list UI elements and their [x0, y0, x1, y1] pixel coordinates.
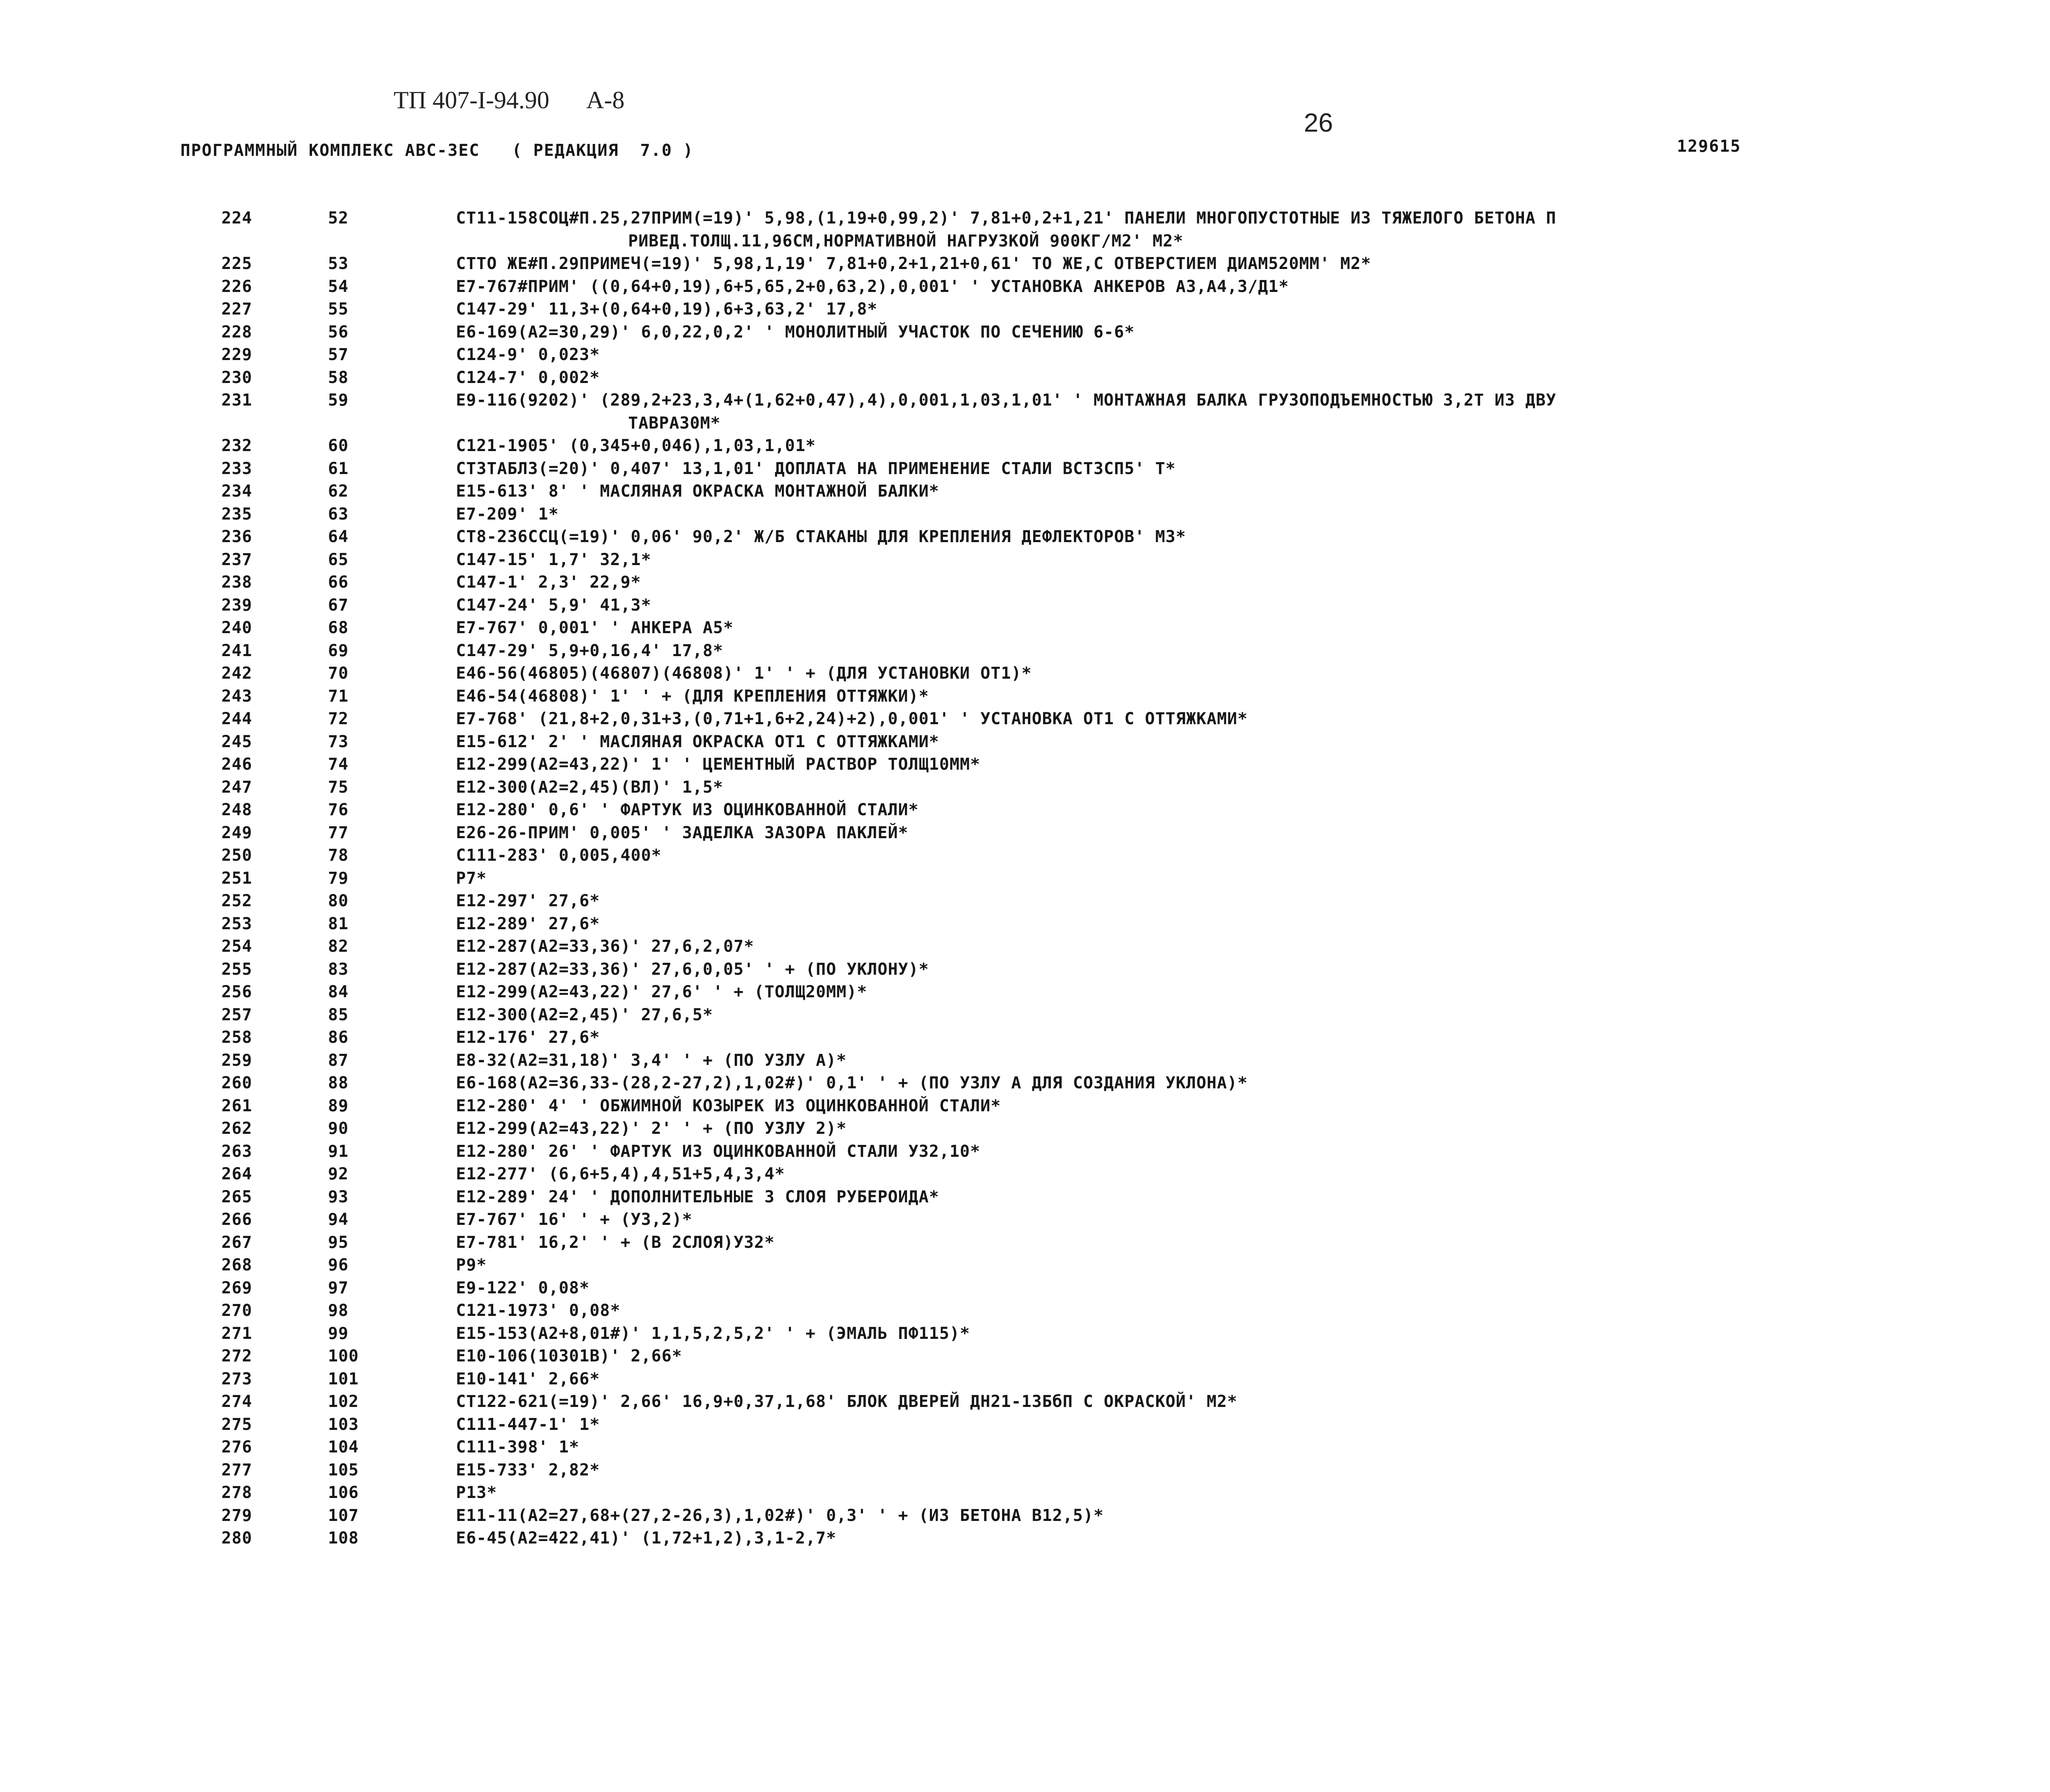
document-stamp: [394, 86, 624, 114]
listing-row: [0, 594, 2050, 617]
row-global-number: 261: [221, 1096, 253, 1115]
row-code-text: [456, 1254, 1973, 1277]
listing-row: [0, 753, 2050, 776]
row-code-line: С147-29' 5,9+0,16,4' 17,8*: [456, 641, 724, 660]
listing-row: [0, 1026, 2050, 1049]
row-global-number: 260: [221, 1074, 253, 1092]
row-global-number: 275: [221, 1415, 253, 1434]
row-local-number: 70: [328, 664, 349, 683]
listing-row: [0, 1208, 2050, 1231]
row-local-number: 59: [328, 391, 349, 410]
row-code-line: Е9-116(9202)' (289,2+23,3,4+(1,62+0,47),4),0,001,1,03,1,01' ' МОНТАЖНАЯ БАЛКА ГРУЗОПОДЪЕМНОСТЬЮ 3,2Т ИЗ ДВУ: [456, 391, 1556, 410]
listing-row: [0, 276, 2050, 299]
listing-row: [0, 1391, 2050, 1414]
row-code-text: [456, 753, 1973, 776]
listing-row: [0, 1459, 2050, 1482]
row-code-line: СТ8-236ССЦ(=19)' 0,06' 90,2' Ж/Б СТАКАНЫ ДЛЯ КРЕПЛЕНИЯ ДЕФЛЕКТОРОВ' М3*: [456, 527, 1186, 546]
row-code-text: [456, 1208, 1973, 1231]
row-code-text: [456, 1300, 1973, 1322]
row-code-text: [456, 822, 1973, 845]
row-local-number: 84: [328, 983, 349, 1001]
row-local-number: 65: [328, 550, 349, 569]
row-code-text: [456, 981, 1973, 1004]
row-code-line: Е12-176' 27,6*: [456, 1028, 600, 1047]
row-code-line: Е46-56(46805)(46807)(46808)' 1' ' + (ДЛЯ УСТАНОВКИ ОТ1)*: [456, 664, 1032, 683]
row-global-number: 278: [221, 1483, 253, 1502]
row-code-text: [456, 298, 1973, 321]
row-local-number: 68: [328, 618, 349, 637]
listing-row: [0, 662, 2050, 685]
row-code-line: Е12-300(А2=2,45)(ВЛ)' 1,5*: [456, 777, 724, 797]
row-code-text: [456, 662, 1973, 685]
row-code-text: [456, 1527, 1973, 1550]
listing-row: [0, 480, 2050, 503]
row-local-number: 73: [328, 732, 349, 751]
row-code-text: [456, 1459, 1973, 1482]
row-local-number: 97: [328, 1278, 349, 1297]
row-code-line: Р7*: [456, 869, 487, 888]
row-code-text: [456, 1140, 1973, 1163]
row-local-number: 56: [328, 322, 349, 342]
row-code-text: [456, 731, 1973, 754]
row-global-number: 253: [221, 914, 253, 933]
listing-row: [0, 890, 2050, 913]
row-global-number: 258: [221, 1028, 253, 1047]
row-local-number: 87: [328, 1051, 349, 1070]
listing-row: [0, 867, 2050, 890]
row-local-number: 55: [328, 300, 349, 319]
row-code-text: [456, 458, 1973, 481]
row-code-text: [456, 776, 1973, 799]
row-local-number: 83: [328, 960, 349, 979]
listing-row: [0, 935, 2050, 958]
row-code-text: [456, 1277, 1973, 1300]
row-code-text: [456, 935, 1973, 958]
row-global-number: 237: [221, 550, 253, 569]
row-local-number: 105: [328, 1460, 359, 1480]
row-global-number: 252: [221, 891, 253, 910]
row-code-line: С147-29' 11,3+(0,64+0,19),6+3,63,2' 17,8*: [456, 300, 878, 319]
row-code-line: С121-1973' 0,08*: [456, 1301, 621, 1320]
listing-row: [0, 913, 2050, 936]
row-local-number: 106: [328, 1483, 359, 1502]
row-code-text: [456, 1368, 1973, 1391]
row-global-number: 249: [221, 823, 253, 842]
row-code-text: [456, 1436, 1973, 1459]
row-local-number: 67: [328, 595, 349, 615]
row-code-text: [456, 867, 1973, 890]
listing-row: [0, 844, 2050, 867]
row-code-line: С111-447-1' 1*: [456, 1415, 600, 1434]
row-global-number: 245: [221, 732, 253, 751]
row-code-text: [456, 1231, 1973, 1254]
row-code-line: С124-7' 0,002*: [456, 368, 600, 387]
row-global-number: 244: [221, 709, 253, 728]
row-global-number: 266: [221, 1210, 253, 1229]
row-code-line: Е12-289' 24' ' ДОПОЛНИТЕЛЬНЫЕ 3 СЛОЯ РУБЕРОИДА*: [456, 1187, 939, 1206]
row-global-number: 277: [221, 1460, 253, 1480]
row-global-number: 272: [221, 1347, 253, 1366]
row-global-number: 262: [221, 1119, 253, 1138]
row-code-line: Р9*: [456, 1256, 487, 1274]
listing-row: [0, 1117, 2050, 1140]
stamp-sheet: А-8: [586, 87, 625, 114]
row-local-number: 53: [328, 254, 349, 273]
row-code-text: [456, 685, 1973, 708]
row-code-line: С147-1' 2,3' 22,9*: [456, 573, 641, 592]
row-code-line: Е26-26-ПРИМ' 0,005' ' ЗАДЕЛКА ЗАЗОРА ПАКЛЕЙ*: [456, 823, 909, 842]
row-code-line: Е12-277' (6,6+5,4),4,51+5,4,3,4*: [456, 1165, 785, 1183]
row-local-number: 86: [328, 1028, 349, 1047]
row-global-number: 242: [221, 664, 253, 683]
row-local-number: 91: [328, 1142, 349, 1161]
row-code-text: [456, 844, 1973, 867]
row-code-continuation: ТАВРА30М*: [628, 413, 721, 433]
row-local-number: 93: [328, 1187, 349, 1206]
row-local-number: 108: [328, 1529, 359, 1548]
row-local-number: 61: [328, 459, 349, 478]
row-global-number: 227: [221, 300, 253, 319]
row-code-line: Е6-168(А2=36,33-(28,2-27,2),1,02#)' 0,1' ' + (ПО УЗЛУ А ДЛЯ СОЗДАНИЯ УКЛОНА)*: [456, 1074, 1248, 1092]
row-code-line: Е12-289' 27,6*: [456, 914, 600, 933]
row-code-line: Е12-280' 0,6' ' ФАРТУК ИЗ ОЦИНКОВАННОЙ СТАЛИ*: [456, 800, 919, 819]
listing-row: [0, 321, 2050, 344]
row-code-text: [456, 1345, 1973, 1368]
row-code-text: [456, 1004, 1973, 1027]
row-local-number: 58: [328, 368, 349, 387]
row-local-number: 74: [328, 755, 349, 774]
row-local-number: 104: [328, 1438, 359, 1457]
row-code-text: [456, 1095, 1973, 1118]
row-global-number: 226: [221, 277, 253, 296]
row-code-line: Е6-45(А2=422,41)' (1,72+1,2),3,1-2,7*: [456, 1529, 837, 1548]
listing-row: [0, 1277, 2050, 1300]
row-code-line: С121-1905' (0,345+0,046),1,03,1,01*: [456, 436, 816, 455]
row-code-line: Е12-280' 4' ' ОБЖИМНОЙ КОЗЫРЕК ИЗ ОЦИНКОВАННОЙ СТАЛИ*: [456, 1096, 1001, 1115]
row-code-line: СТТО ЖЕ#П.29ПРИМЕЧ(=19)' 5,98,1,19' 7,81+0,2+1,21+0,61' ТО ЖЕ,С ОТВЕРСТИЕМ ДИАМ520ММ' М2*: [456, 254, 1371, 273]
row-code-text: [456, 389, 1973, 435]
row-global-number: 224: [221, 209, 253, 228]
listing-row: [0, 1527, 2050, 1550]
row-local-number: 99: [328, 1324, 349, 1343]
page-number: 26: [1304, 108, 1333, 137]
row-local-number: 88: [328, 1074, 349, 1092]
row-global-number: 236: [221, 527, 253, 546]
row-code-text: [456, 1482, 1973, 1505]
listing-row: [0, 1095, 2050, 1118]
row-global-number: 279: [221, 1506, 253, 1525]
row-code-line: Е12-299(А2=43,22)' 1' ' ЦЕМЕНТНЫЙ РАСТВОР ТОЛЩ10ММ*: [456, 755, 981, 774]
row-global-number: 246: [221, 755, 253, 774]
listing-row: [0, 1322, 2050, 1345]
row-global-number: 268: [221, 1256, 253, 1274]
listing-row: [0, 526, 2050, 549]
row-code-line: Е6-169(А2=30,29)' 6,0,22,0,2' ' МОНОЛИТНЫЙ УЧАСТОК ПО СЕЧЕНИЮ 6-6*: [456, 322, 1135, 342]
row-global-number: 250: [221, 846, 253, 865]
row-code-text: [456, 367, 1973, 390]
row-code-text: [456, 1186, 1973, 1209]
row-code-line: Е12-299(А2=43,22)' 27,6' ' + (ТОЛЩ20ММ)*: [456, 983, 868, 1001]
row-global-number: 264: [221, 1165, 253, 1183]
row-code-text: [456, 435, 1973, 458]
row-local-number: 94: [328, 1210, 349, 1229]
row-code-text: [456, 617, 1973, 640]
row-global-number: 235: [221, 504, 253, 524]
listing-row: [0, 389, 2050, 435]
row-global-number: 248: [221, 800, 253, 819]
row-code-text: [456, 571, 1973, 594]
row-code-text: [456, 526, 1973, 549]
row-code-text: [456, 1391, 1973, 1414]
row-local-number: 90: [328, 1119, 349, 1138]
row-local-number: 95: [328, 1233, 349, 1252]
row-global-number: 241: [221, 641, 253, 660]
document-code: 129615: [1677, 137, 1741, 156]
listing-row: [0, 731, 2050, 754]
listing-row: [0, 1163, 2050, 1186]
row-code-line: Е12-280' 26' ' ФАРТУК ИЗ ОЦИНКОВАННОЙ СТАЛИ У32,10*: [456, 1142, 981, 1161]
row-local-number: 78: [328, 846, 349, 865]
row-code-line: Е9-122' 0,08*: [456, 1278, 590, 1297]
row-global-number: 255: [221, 960, 253, 979]
row-code-line: Е7-767' 0,001' ' АНКЕРА А5*: [456, 618, 734, 637]
row-code-continuation: РИВЕД.ТОЛЩ.11,96СМ,НОРМАТИВНОЙ НАГРУЗКОЙ 900КГ/М2' М2*: [628, 231, 1184, 251]
row-local-number: 52: [328, 209, 349, 228]
row-local-number: 98: [328, 1301, 349, 1320]
row-code-text: [456, 1072, 1973, 1095]
listing-row: [0, 298, 2050, 321]
row-global-number: 247: [221, 777, 253, 797]
row-global-number: 243: [221, 686, 253, 706]
row-global-number: 228: [221, 322, 253, 342]
row-global-number: 269: [221, 1278, 253, 1297]
row-local-number: 92: [328, 1165, 349, 1183]
row-local-number: 76: [328, 800, 349, 819]
row-code-line: Е7-209' 1*: [456, 504, 559, 524]
listing-row: [0, 344, 2050, 367]
row-global-number: 257: [221, 1005, 253, 1024]
row-code-line: Е15-612' 2' ' МАСЛЯНАЯ ОКРАСКА ОТ1 С ОТТЯЖКАМИ*: [456, 732, 939, 751]
row-local-number: 102: [328, 1392, 359, 1411]
row-global-number: 263: [221, 1142, 253, 1161]
listing-row: [0, 1436, 2050, 1459]
row-global-number: 240: [221, 618, 253, 637]
row-local-number: 71: [328, 686, 349, 706]
row-code-line: СТ3ТАБЛ3(=20)' 0,407' 13,1,01' ДОПЛАТА НА ПРИМЕНЕНИЕ СТАЛИ ВСТ3СП5' Т*: [456, 459, 1176, 478]
row-global-number: 229: [221, 345, 253, 364]
listing-row: [0, 1004, 2050, 1027]
row-code-line: С147-15' 1,7' 32,1*: [456, 550, 651, 569]
listing-row: [0, 1482, 2050, 1505]
row-local-number: 79: [328, 869, 349, 888]
row-local-number: 96: [328, 1256, 349, 1274]
listing-row: [0, 799, 2050, 822]
row-code-text: [456, 708, 1973, 731]
row-code-line: С147-24' 5,9' 41,3*: [456, 595, 651, 615]
row-code-line: С124-9' 0,023*: [456, 345, 600, 364]
row-code-line: Е12-287(А2=33,36)' 27,6,2,07*: [456, 937, 754, 956]
row-code-text: [456, 1026, 1973, 1049]
row-code-text: [456, 594, 1973, 617]
row-code-text: [456, 503, 1973, 526]
row-code-line: Е15-153(А2+8,01#)' 1,1,5,2,5,2' ' + (ЭМАЛЬ ПФ115)*: [456, 1324, 970, 1343]
row-code-line: СТ122-621(=19)' 2,66' 16,9+0,37,1,68' БЛОК ДВЕРЕЙ ДН21-13БбП С ОКРАСКОЙ' М2*: [456, 1392, 1238, 1411]
row-global-number: 234: [221, 482, 253, 501]
row-global-number: 230: [221, 368, 253, 387]
row-code-line: СТ11-158СОЦ#П.25,27ПРИМ(=19)' 5,98,(1,19+0,99,2)' 7,81+0,2+1,21' ПАНЕЛИ МНОГОПУСТОТНЫЕ ИЗ ТЯЖЕЛОГО БЕТОНА П: [456, 209, 1556, 228]
row-code-line: Е7-768' (21,8+2,0,31+3,(0,71+1,6+2,24)+2),0,001' ' УСТАНОВКА ОТ1 С ОТТЯЖКАМИ*: [456, 709, 1248, 728]
listing-row: [0, 1254, 2050, 1277]
row-code-line: Е15-733' 2,82*: [456, 1460, 600, 1480]
row-global-number: 254: [221, 937, 253, 956]
row-code-text: [456, 1049, 1973, 1072]
row-global-number: 276: [221, 1438, 253, 1457]
row-local-number: 100: [328, 1347, 359, 1366]
row-code-text: [456, 1505, 1973, 1528]
program-header: ПРОГРАММНЫЙ КОМПЛЕКС АВС-3ЕС ( РЕДАКЦИЯ 7.0 ): [180, 141, 694, 160]
listing-row: [0, 367, 2050, 390]
row-code-line: Е15-613' 8' ' МАСЛЯНАЯ ОКРАСКА МОНТАЖНОЙ БАЛКИ*: [456, 482, 939, 501]
listing-row: [0, 1049, 2050, 1072]
row-local-number: 89: [328, 1096, 349, 1115]
row-global-number: 256: [221, 983, 253, 1001]
row-code-text: [456, 1163, 1973, 1186]
listing-row: [0, 1345, 2050, 1368]
row-global-number: 270: [221, 1301, 253, 1320]
row-global-number: 232: [221, 436, 253, 455]
row-local-number: 101: [328, 1369, 359, 1388]
row-code-text: [456, 799, 1973, 822]
row-local-number: 77: [328, 823, 349, 842]
row-code-line: Е10-106(10301В)' 2,66*: [456, 1347, 682, 1366]
row-local-number: 64: [328, 527, 349, 546]
row-code-line: Е11-11(А2=27,68+(27,2-26,3),1,02#)' 0,3' ' + (ИЗ БЕТОНА В12,5)*: [456, 1506, 1104, 1525]
row-code-text: [456, 1117, 1973, 1140]
row-code-text: [456, 958, 1973, 981]
listing-row: [0, 1414, 2050, 1436]
row-code-line: Е46-54(46808)' 1' ' + (ДЛЯ КРЕПЛЕНИЯ ОТТЯЖКИ)*: [456, 686, 929, 706]
listing-row: [0, 253, 2050, 276]
row-global-number: 271: [221, 1324, 253, 1343]
row-code-text: [456, 276, 1973, 299]
listing-row: [0, 640, 2050, 663]
row-global-number: 233: [221, 459, 253, 478]
row-local-number: 103: [328, 1415, 359, 1434]
row-code-line: Е12-300(А2=2,45)' 27,6,5*: [456, 1005, 713, 1024]
row-code-line: Е7-767#ПРИМ' ((0,64+0,19),6+5,65,2+0,63,2),0,001' ' УСТАНОВКА АНКЕРОВ А3,А4,3/Д1*: [456, 277, 1289, 296]
row-local-number: 54: [328, 277, 349, 296]
row-local-number: 66: [328, 573, 349, 592]
row-global-number: 265: [221, 1187, 253, 1206]
row-code-text: [456, 549, 1973, 572]
row-code-text: [456, 890, 1973, 913]
row-global-number: 231: [221, 391, 253, 410]
row-global-number: 267: [221, 1233, 253, 1252]
listing-row: [0, 685, 2050, 708]
row-global-number: 274: [221, 1392, 253, 1411]
row-local-number: 107: [328, 1506, 359, 1525]
listing-row: [0, 549, 2050, 572]
row-global-number: 225: [221, 254, 253, 273]
row-local-number: 72: [328, 709, 349, 728]
listing-rows: [0, 207, 2050, 1550]
row-code-text: [456, 253, 1973, 276]
listing-row: [0, 503, 2050, 526]
row-code-text: [456, 207, 1973, 253]
row-local-number: 81: [328, 914, 349, 933]
row-code-line: Е8-32(А2=31,18)' 3,4' ' + (ПО УЗЛУ А)*: [456, 1051, 847, 1070]
row-code-text: [456, 480, 1973, 503]
row-code-line: Е10-141' 2,66*: [456, 1369, 600, 1388]
listing-row: [0, 1505, 2050, 1528]
row-code-text: [456, 1414, 1973, 1436]
row-code-line: Е7-781' 16,2' ' + (В 2СЛОЯ)У32*: [456, 1233, 775, 1252]
listing-row: [0, 435, 2050, 458]
row-local-number: 80: [328, 891, 349, 910]
stamp-code: ТП 407-I-94.90: [394, 87, 549, 114]
listing-row: [0, 1368, 2050, 1391]
listing-row: [0, 617, 2050, 640]
row-global-number: 251: [221, 869, 253, 888]
row-global-number: 280: [221, 1529, 253, 1548]
listing-row: [0, 458, 2050, 481]
row-code-text: [456, 321, 1973, 344]
row-local-number: 75: [328, 777, 349, 797]
row-local-number: 85: [328, 1005, 349, 1024]
row-code-line: Е12-287(А2=33,36)' 27,6,0,05' ' + (ПО УКЛОНУ)*: [456, 960, 929, 979]
row-local-number: 82: [328, 937, 349, 956]
row-code-text: [456, 1322, 1973, 1345]
row-global-number: 273: [221, 1369, 253, 1388]
row-code-text: [456, 913, 1973, 936]
row-code-line: Е7-767' 16' ' + (У3,2)*: [456, 1210, 692, 1229]
listing-row: [0, 1140, 2050, 1163]
listing-row: [0, 1072, 2050, 1095]
row-code-line: Е12-297' 27,6*: [456, 891, 600, 910]
row-code-line: Е12-299(А2=43,22)' 2' ' + (ПО УЗЛУ 2)*: [456, 1119, 847, 1138]
row-local-number: 60: [328, 436, 349, 455]
row-code-line: С111-398' 1*: [456, 1438, 579, 1457]
row-code-text: [456, 344, 1973, 367]
row-global-number: 239: [221, 595, 253, 615]
listing-row: [0, 822, 2050, 845]
row-code-line: Р13*: [456, 1483, 497, 1502]
row-global-number: 259: [221, 1051, 253, 1070]
listing-row: [0, 207, 2050, 253]
row-local-number: 57: [328, 345, 349, 364]
listing-row: [0, 571, 2050, 594]
listing-row: [0, 708, 2050, 731]
row-local-number: 63: [328, 504, 349, 524]
listing-row: [0, 1300, 2050, 1322]
listing-row: [0, 958, 2050, 981]
listing-row: [0, 776, 2050, 799]
row-local-number: 69: [328, 641, 349, 660]
listing-row: [0, 981, 2050, 1004]
row-global-number: 238: [221, 573, 253, 592]
row-local-number: 62: [328, 482, 349, 501]
listing-row: [0, 1231, 2050, 1254]
row-code-line: С111-283' 0,005,400*: [456, 846, 662, 865]
listing-row: [0, 1186, 2050, 1209]
row-code-text: [456, 640, 1973, 663]
